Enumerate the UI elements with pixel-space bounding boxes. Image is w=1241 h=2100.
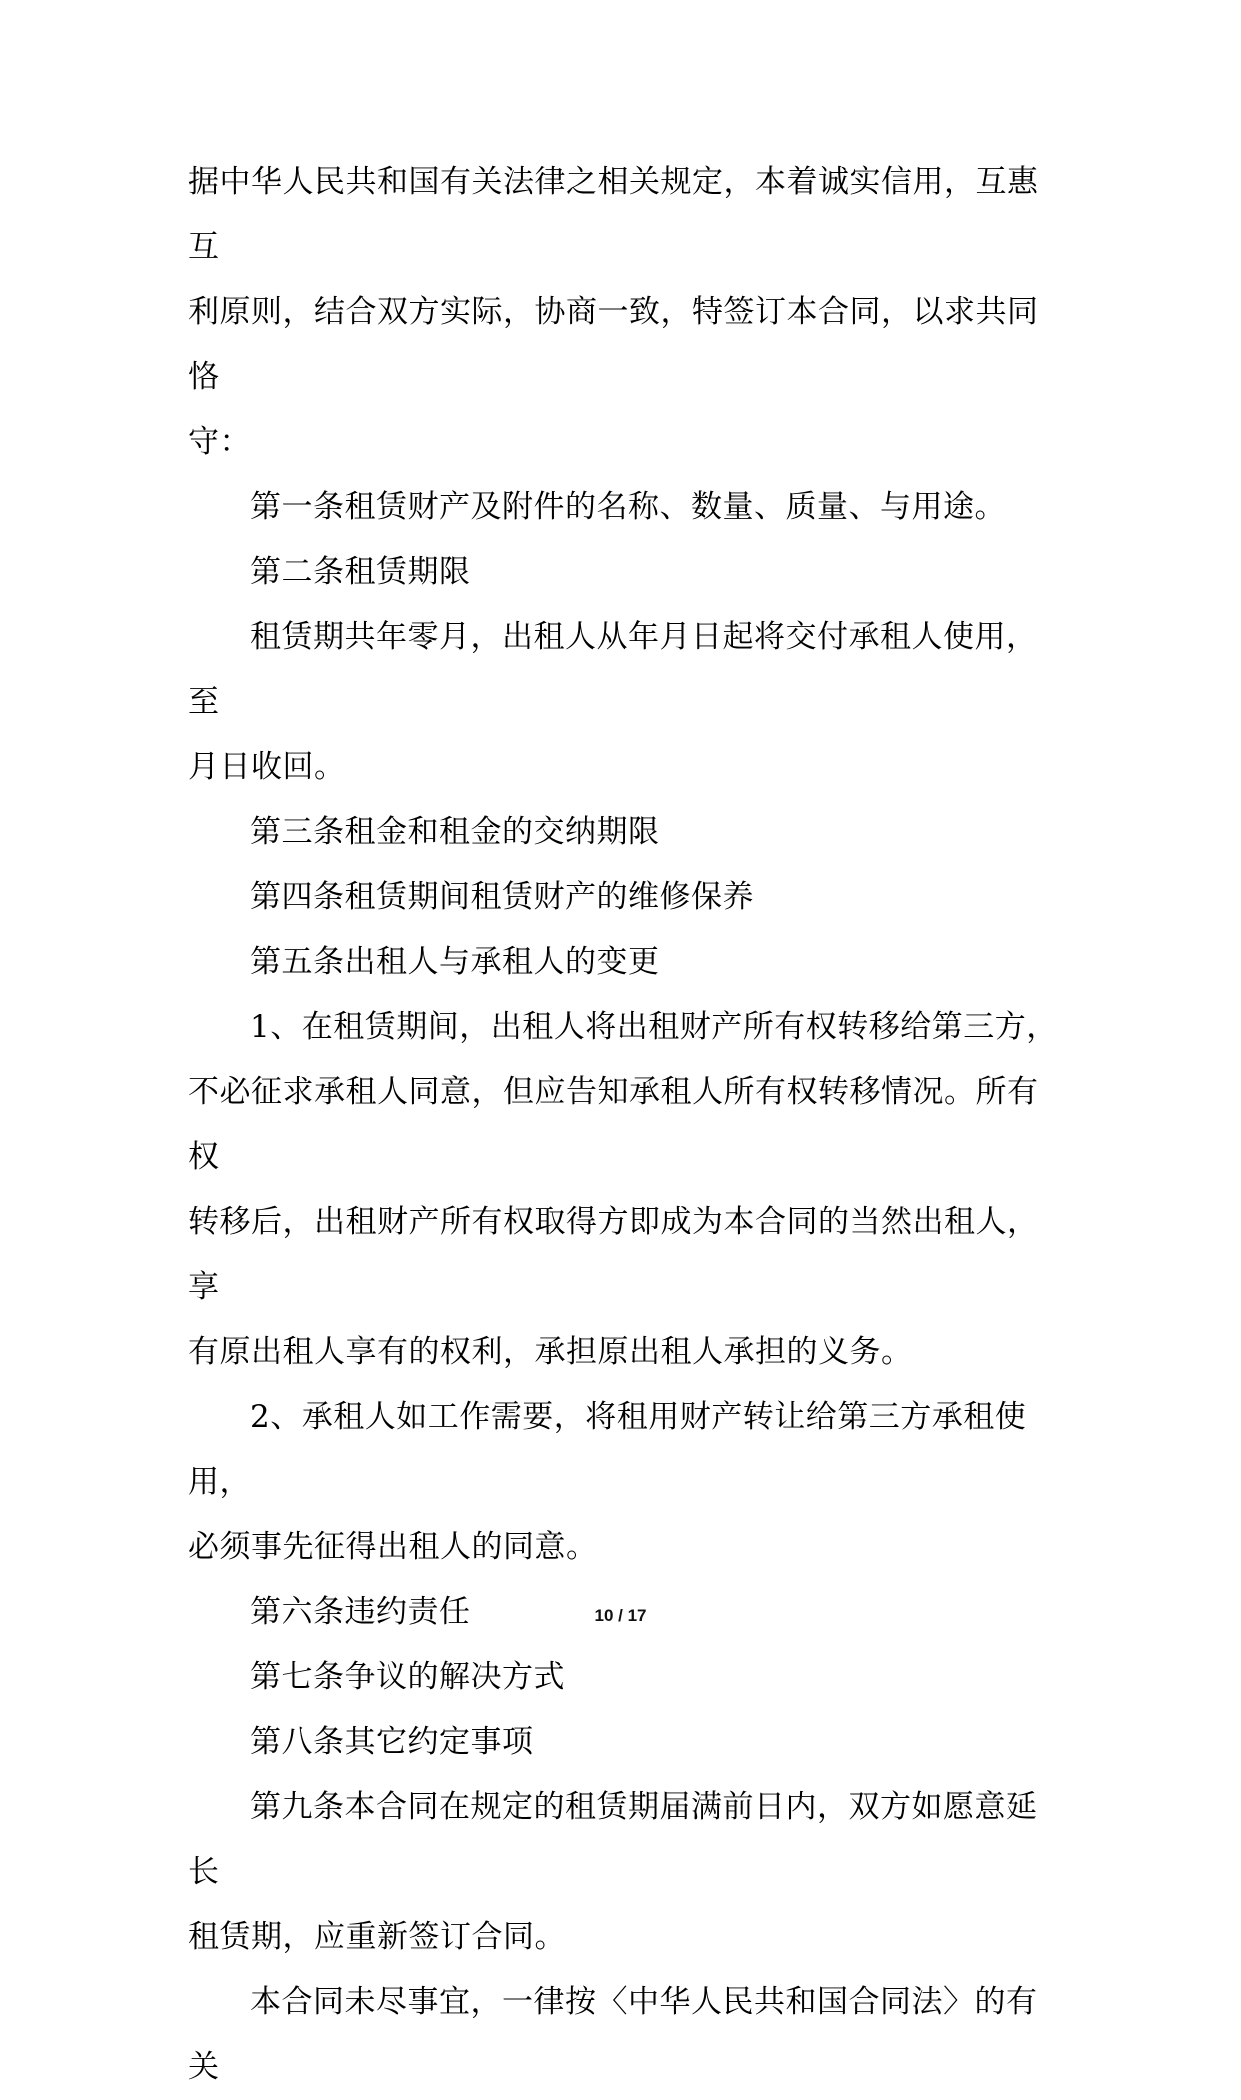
text-line: 第六条违约责任 (250, 1594, 471, 1630)
text-line: 2、承租人如工作需要，将租用财产转让给第三方承租使用， (188, 1399, 1027, 1500)
text-line: 第八条其它约定事项 (250, 1724, 534, 1760)
text-line: 转移后，出租财产所有权取得方即成为本合同的当然出租人，享 (188, 1204, 1039, 1305)
text-line: 第四条租赁期间租赁财产的维修保养 (250, 879, 754, 915)
text-line: 守： (188, 424, 251, 460)
text-line: 第九条本合同在规定的租赁期届满前日内，双方如愿意延长 (188, 1789, 1038, 1890)
text-line: 必须事先征得出租人的同意。 (188, 1529, 598, 1565)
text-line: 第二条租赁期限 (250, 554, 471, 590)
text-line: 利原则，结合双方实际，协商一致，特签订本合同，以求共同恪 (188, 294, 1039, 395)
text-line: 第一条租赁财产及附件的名称、数量、质量、与用途。 (250, 489, 1006, 525)
article-5-heading (188, 930, 1058, 995)
text-line: 第五条出租人与承租人的变更 (250, 944, 660, 980)
article-1-heading (188, 475, 1058, 540)
text-line: 第七条争议的解决方式 (250, 1659, 565, 1695)
text-line: 第三条租金和租金的交纳期限 (250, 814, 660, 850)
article-9-body (188, 1775, 1058, 1970)
text-line: 租赁期，应重新签订合同。 (188, 1919, 566, 1955)
page-number: 10 / 17 (594, 1606, 647, 1625)
article-7-heading (188, 1645, 1058, 1710)
article-5-clause-2 (188, 1385, 1058, 1580)
text-line: 有原出租人享有的权利，承担原出租人承担的义务。 (188, 1334, 913, 1370)
document-body (188, 150, 1058, 2100)
article-3-heading (188, 800, 1058, 865)
paragraph-preamble (188, 150, 1058, 475)
article-2-body (188, 605, 1058, 800)
text-line: 月日收回。 (188, 749, 346, 785)
article-2-heading (188, 540, 1058, 605)
text-line: 不必征求承租人同意，但应告知承租人所有权转移情况。所有权 (188, 1074, 1039, 1175)
article-4-heading (188, 865, 1058, 930)
text-line: 据中华人民共和国有关法律之相关规定，本着诚实信用，互惠互 (188, 164, 1039, 265)
closing-paragraph (188, 1970, 1058, 2100)
text-line: 本合同未尽事宜，一律按〈中华人民共和国合同法〉的有关 (188, 1984, 1038, 2085)
text-line: 租赁期共年零月，出租人从年月日起将交付承租人使用，至 (188, 619, 1038, 720)
article-5-clause-1 (188, 995, 1058, 1385)
article-8-heading (188, 1710, 1058, 1775)
text-line: 1、在租赁期间，出租人将出租财产所有权转移给第三方， (250, 1009, 1058, 1045)
